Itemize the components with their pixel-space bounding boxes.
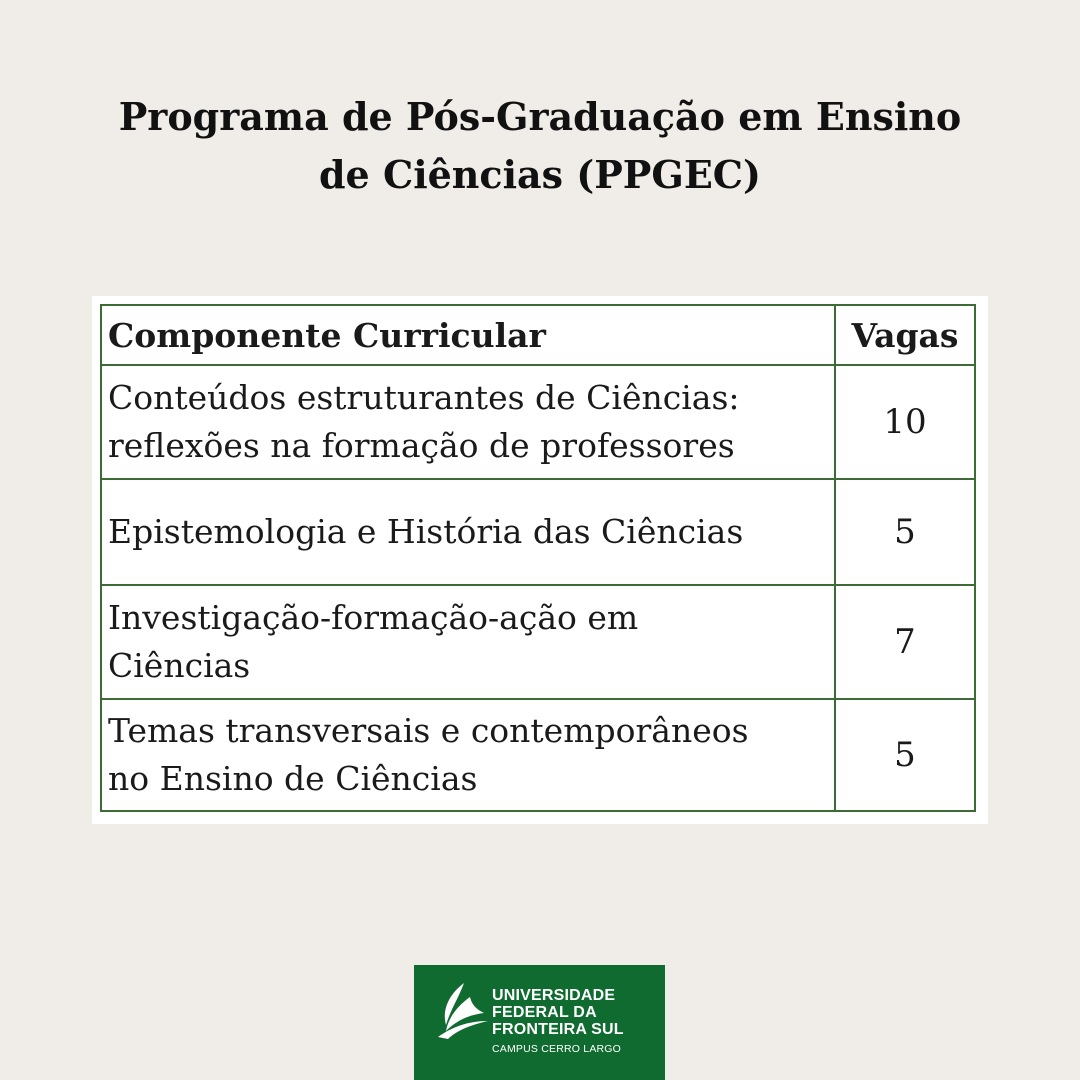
table-row [101,479,975,585]
component-line: Investigação-formação-ação em [108,598,639,637]
table-row [101,699,975,811]
component-cell [101,365,835,479]
component-line: Epistemologia e História das Ciências [108,512,744,551]
component-line: no Ensino de Ciências [108,759,478,798]
table-row [101,365,975,479]
component-line: Temas transversais e contemporâneos [108,711,749,750]
seats-cell: 7 [835,585,975,699]
university-name-line: FRONTEIRA SUL [492,1021,624,1038]
page-title-line-1: Programa de Pós-Graduação em Ensino [118,94,962,139]
university-name-line: UNIVERSIDADE [492,987,616,1004]
component-cell [101,699,835,811]
page-title-line-2: de Ciências (PPGEC) [318,152,762,197]
university-name [492,987,624,1038]
page-title [90,88,990,204]
component-line: Conteúdos estruturantes de Ciências: [108,378,740,417]
vacancies-table [100,304,976,812]
header-seats: Vagas [835,305,975,365]
seats-cell: 5 [835,699,975,811]
header-component: Componente Curricular [101,305,835,365]
component-cell [101,585,835,699]
component-line: Ciências [108,646,251,685]
university-logo [414,965,665,1080]
university-emblem-icon [434,981,490,1041]
component-line: reflexões na formação de professores [108,426,735,465]
table-row [101,585,975,699]
seats-cell: 5 [835,479,975,585]
campus-name: CAMPUS CERRO LARGO [492,1043,622,1055]
seats-cell: 10 [835,365,975,479]
vacancies-table-panel [92,296,988,824]
table-header-row [101,305,975,365]
component-cell [101,479,835,585]
university-name-line: FEDERAL DA [492,1004,597,1021]
